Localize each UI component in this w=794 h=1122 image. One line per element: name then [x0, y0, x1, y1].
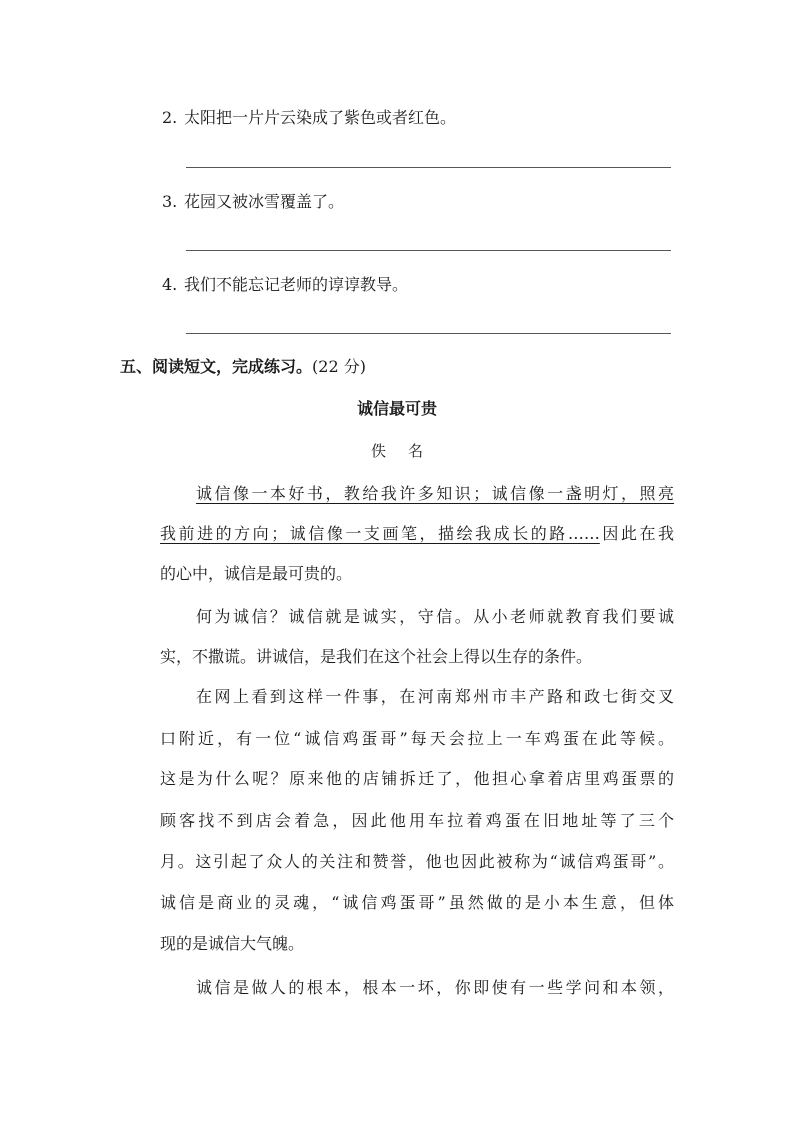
- article-author: 佚名: [370, 442, 445, 460]
- answer-line-4[interactable]: [186, 333, 671, 334]
- question-number: 4.: [162, 275, 178, 294]
- question-3: [162, 192, 344, 212]
- underlined-sentence: 我前进的方向；诚信像一支画笔，描绘我成长的路……: [160, 524, 600, 543]
- question-sentence: 我们不能忘记老师的谆谆教导。: [184, 275, 409, 294]
- paragraph-2-line-2: 实，不撒谎。讲诚信，是我们在这个社会上得以生存的条件。: [160, 647, 593, 666]
- article-title: 诚信最可贵: [356, 399, 437, 418]
- section-heading: [120, 356, 366, 378]
- paragraph-3-line-6: 诚信是商业的灵魂，“诚信鸡蛋哥”虽然做的是小本生意，但体: [160, 893, 674, 912]
- paragraph-3-line-4: 顾客找不到店会着急，因此他用车拉着鸡蛋在旧地址等了三个: [160, 811, 674, 830]
- paragraph-1-line-2: [160, 523, 674, 545]
- question-4: [162, 275, 408, 295]
- question-number: 3.: [162, 192, 178, 211]
- section-points: (22 分): [312, 357, 366, 376]
- answer-line-2[interactable]: [186, 167, 671, 168]
- paragraph-3-line-3: 这是为什么呢？原来他的店铺拆迁了，他担心拿着店里鸡蛋票的: [160, 769, 674, 788]
- paragraph-3-line-7: 现的是诚信大气魄。: [160, 934, 305, 953]
- paragraph-4-line-1: 诚信是做人的根本，根本一坏，你即使有一些学问和本领，: [196, 978, 674, 997]
- paragraph-text: 因此在我: [599, 524, 674, 543]
- question-sentence: 太阳把一片片云染成了紫色或者红色。: [184, 108, 457, 127]
- paragraph-3-line-1: 在网上看到这样一件事，在河南郑州市丰产路和政七街交叉: [196, 687, 674, 706]
- paragraph-3-line-2: 口附近，有一位“诚信鸡蛋哥”每天会拉上一车鸡蛋在此等候。: [160, 729, 674, 748]
- question-number: 2.: [162, 108, 178, 127]
- underlined-sentence: 诚信像一本好书，教给我许多知识；诚信像一盏明灯，照亮: [196, 484, 674, 503]
- section-label: 五、阅读短文，完成练习。: [120, 357, 313, 376]
- paragraph-1-line-1: [196, 483, 674, 505]
- question-2: [162, 108, 456, 128]
- paragraph-3-line-5: 月。这引起了众人的关注和赞誉，他也因此被称为“诚信鸡蛋哥”。: [160, 852, 674, 871]
- paragraph-1-line-3: 的心中，诚信是最可贵的。: [160, 564, 353, 583]
- answer-line-3[interactable]: [186, 250, 671, 251]
- paragraph-2-line-1: 何为诚信？诚信就是诚实，守信。从小老师就教育我们要诚: [196, 607, 674, 626]
- question-sentence: 花园又被冰雪覆盖了。: [184, 192, 345, 211]
